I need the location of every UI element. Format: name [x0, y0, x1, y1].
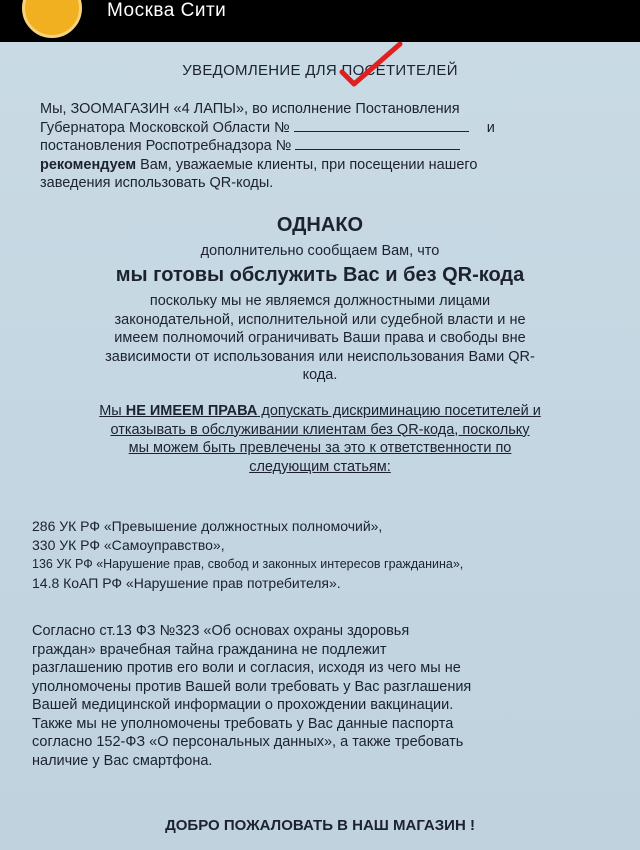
medical-line-3: разглашению против его воли и согласия, исходя из чего мы не [32, 660, 461, 676]
ready-to-serve-heading: мы готовы обслужить Вас и без QR-кода [115, 264, 525, 286]
channel-title[interactable]: Москва Сити [107, 0, 227, 21]
recommend-bold: рекомендуем [40, 156, 137, 173]
article-item: 286 УК РФ «Превышение должностных полномочий», [32, 518, 383, 534]
medical-line-5: Вашей медицинской информации о прохождении вакцинации. [32, 697, 454, 713]
notice-document [0, 42, 640, 850]
top-bar [0, 0, 640, 42]
no-right-rest: допускать дискриминацию посетителей и [257, 403, 541, 419]
medical-line-6: Также мы не уполномочены требовать у Вас данные паспорта [32, 715, 454, 732]
medical-line-2: граждан» врачебная тайна гражданина не подлежит [32, 641, 387, 658]
article-item: 330 УК РФ «Самоуправство», [32, 537, 225, 553]
no-right-line-4: следующим статьям: [249, 458, 391, 475]
reason-line-5: кода. [302, 367, 338, 383]
paragraph-no-right [30, 402, 610, 476]
reason-line-4: зависимости от использования или неиспользования Вами QR- [105, 348, 535, 365]
blank-line [294, 119, 469, 132]
channel-avatar[interactable] [22, 0, 82, 38]
intro-line-2 [40, 119, 600, 138]
also-line: дополнительно сообщаем Вам, что [200, 243, 440, 259]
no-right-we: Мы [99, 403, 126, 419]
red-checkmark-icon [338, 42, 408, 102]
reason-line-2: законодательной, исполнительной или судебной власти и не [114, 311, 526, 328]
no-right-line-2: отказывать в обслуживании клиентам без QR-кода, поскольку [110, 421, 530, 438]
no-right-bold: НЕ ИМЕЕМ ПРАВА [125, 403, 258, 419]
paragraph-medical-secret [32, 622, 612, 770]
however-heading: ОДНАКО [276, 214, 364, 236]
intro-line-1: Мы, ЗООМАГАЗИН «4 ЛАПЫ», во исполнение Постановления [40, 101, 460, 117]
medical-line-8: наличие у Вас смартфона. [32, 752, 213, 769]
intro-line-3-text: постановления Роспотребнадзора № [40, 138, 292, 154]
blank-line [295, 137, 460, 150]
paragraph-intro [40, 100, 600, 193]
medical-line-4: уполномочены против Вашей воли требовать у Вас разглашения [32, 678, 472, 695]
welcome-footer: ДОБРО ПОЖАЛОВАТЬ В НАШ МАГАЗИН ! [165, 817, 475, 834]
article-item: 14.8 КоАП РФ «Нарушение прав потребителя». [32, 575, 341, 591]
no-right-line-3: мы можем быть превлечены за это к ответственности по [128, 440, 512, 456]
reason-line-1: поскольку мы не являемся должностными лицами [149, 293, 491, 309]
intro-line-2-text: Губернатора Московской Области № [40, 119, 290, 136]
intro-line-3 [40, 137, 600, 156]
intro-line-4-text: Вам, уважаемые клиенты, при посещении нашего [136, 156, 478, 173]
article-item: 136 УК РФ «Нарушение прав, свобод и законных интересов гражданина», [32, 557, 464, 571]
medical-line-1: Согласно ст.13 ФЗ №323 «Об основах охраны здоровья [32, 623, 410, 639]
medical-line-7: согласно 152-ФЗ «О персональных данных», а также требовать [32, 734, 464, 750]
articles-list [32, 517, 632, 593]
notice-title: УВЕДОМЛЕНИЕ ДЛЯ ПОСЕТИТЕЛЕЙ [182, 62, 458, 79]
reason-line-3: имеем полномочий ограничивать Ваши права и свободы вне [114, 330, 526, 346]
intro-line-4 [40, 156, 600, 175]
intro-line-2-and: и [486, 119, 495, 136]
paragraph-reason [30, 292, 610, 385]
no-right-line-1 [30, 402, 610, 421]
intro-line-5: заведения использовать QR-коды. [40, 175, 274, 191]
